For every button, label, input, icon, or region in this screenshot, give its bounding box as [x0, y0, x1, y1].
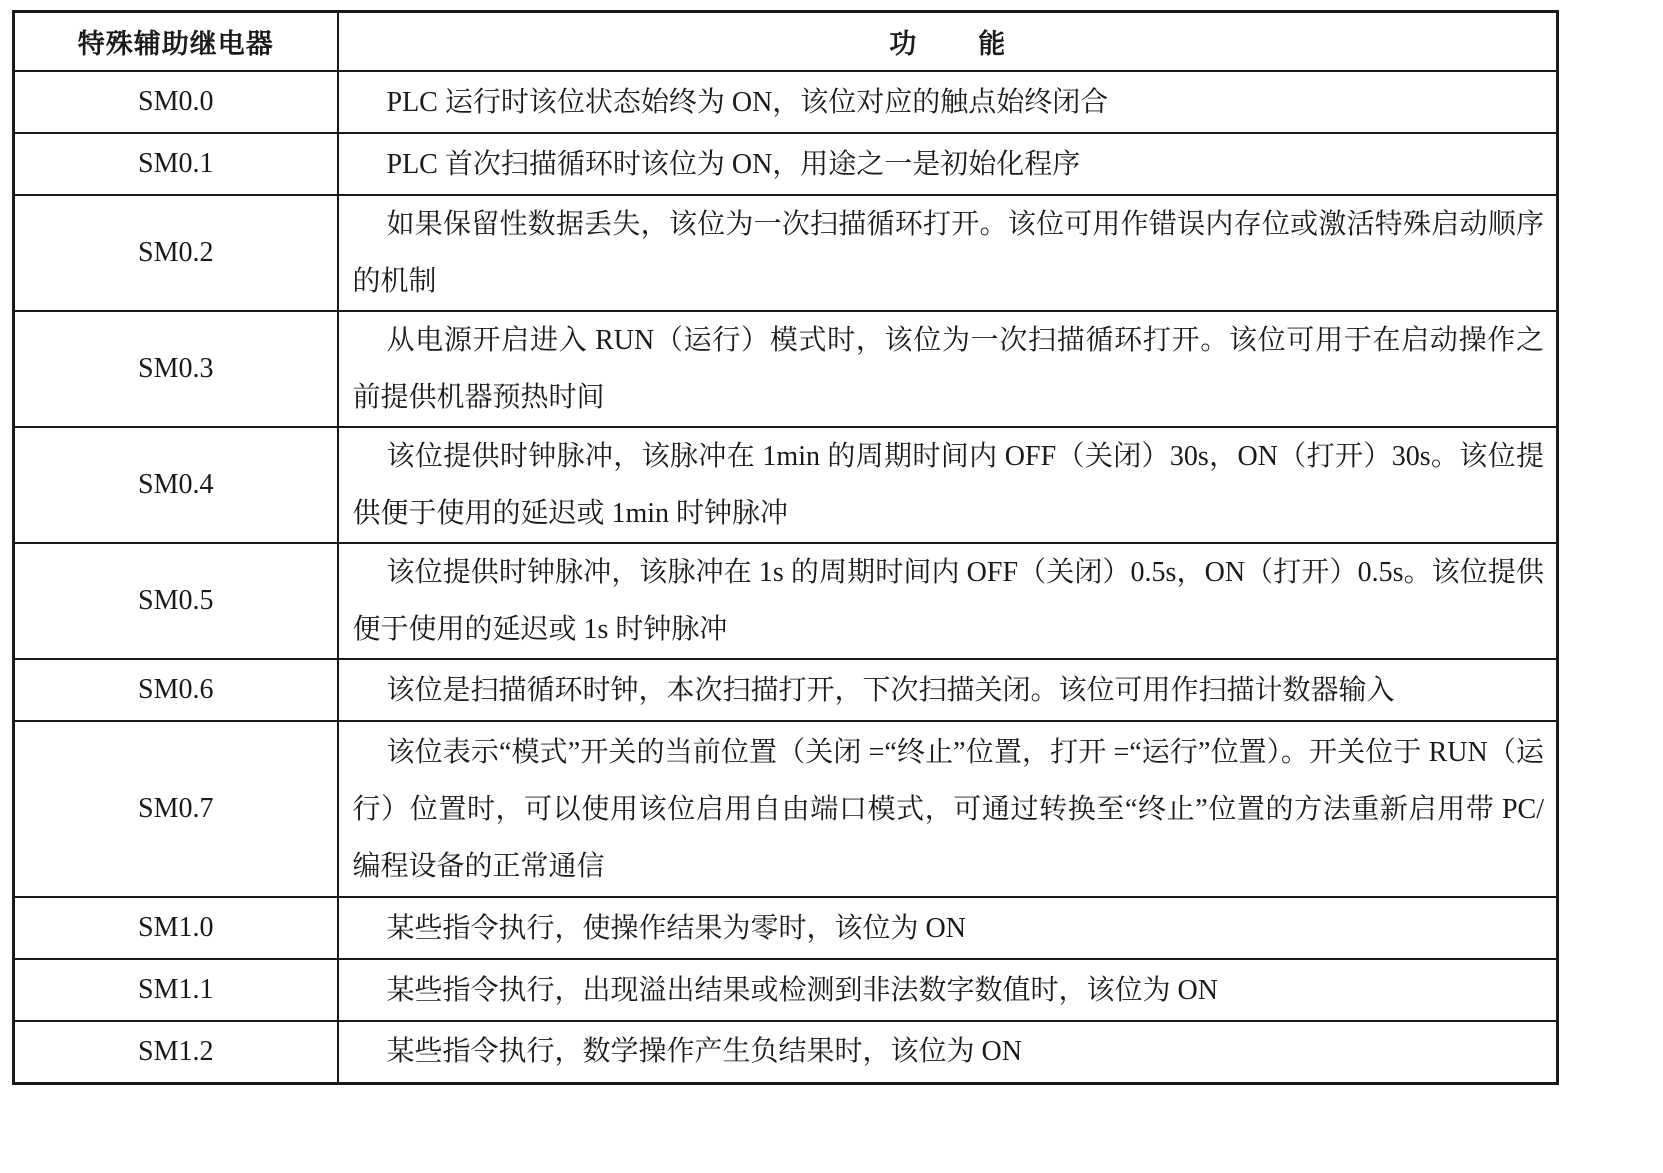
- relay-function: PLC 运行时该位状态始终为 ON，该位对应的触点始终闭合: [338, 71, 1558, 133]
- table-row: [14, 1021, 1558, 1083]
- relay-function: 如果保留性数据丢失，该位为一次扫描循环打开。该位可用作错误内存位或激活特殊启动顺序的机制: [338, 195, 1558, 311]
- table-row: [14, 71, 1558, 133]
- table-row: [14, 897, 1558, 959]
- relay-function: 某些指令执行，出现溢出结果或检测到非法数字数值时，该位为 ON: [338, 959, 1558, 1021]
- relay-code: SM0.6: [14, 659, 338, 721]
- header-function: 功能: [338, 12, 1558, 72]
- relay-code: SM0.0: [14, 71, 338, 133]
- table-header: [14, 12, 1558, 72]
- table-row: [14, 721, 1558, 897]
- relay-function: 某些指令执行，数学操作产生负结果时，该位为 ON: [338, 1021, 1558, 1083]
- table-row: [14, 195, 1558, 311]
- table-row: [14, 959, 1558, 1021]
- relay-code: SM0.2: [14, 195, 338, 311]
- relay-function: 该位是扫描循环时钟，本次扫描打开，下次扫描关闭。该位可用作扫描计数器输入: [338, 659, 1558, 721]
- table-row: [14, 543, 1558, 659]
- relay-code: SM0.4: [14, 427, 338, 543]
- table-body: [14, 71, 1558, 1083]
- header-relay: 特殊辅助继电器: [14, 12, 338, 72]
- header-row: [14, 12, 1558, 72]
- relay-function: 某些指令执行，使操作结果为零时，该位为 ON: [338, 897, 1558, 959]
- relay-function: 该位提供时钟脉冲，该脉冲在 1min 的周期时间内 OFF（关闭）30s，ON（打开）30s。该位提供便于使用的延迟或 1min 时钟脉冲: [338, 427, 1558, 543]
- relay-code: SM0.1: [14, 133, 338, 195]
- relay-function: 从电源开启进入 RUN（运行）模式时，该位为一次扫描循环打开。该位可用于在启动操作之前提供机器预热时间: [338, 311, 1558, 427]
- relay-function: 该位提供时钟脉冲，该脉冲在 1s 的周期时间内 OFF（关闭）0.5s，ON（打开）0.5s。该位提供便于使用的延迟或 1s 时钟脉冲: [338, 543, 1558, 659]
- table-row: [14, 133, 1558, 195]
- table-row: [14, 659, 1558, 721]
- relay-code: SM1.2: [14, 1021, 338, 1083]
- relay-code: SM0.3: [14, 311, 338, 427]
- relay-code: SM1.1: [14, 959, 338, 1021]
- table-row: [14, 311, 1558, 427]
- relay-function: 该位表示“模式”开关的当前位置（关闭 =“终止”位置，打开 =“运行”位置）。开关位于 RUN（运行）位置时，可以使用该位启用自由端口模式，可通过转换至“终止”位置的方法重新启用带 PC/ 编程设备的正常通信: [338, 721, 1558, 897]
- special-relay-table: [12, 10, 1559, 1085]
- table-row: [14, 427, 1558, 543]
- relay-code: SM0.5: [14, 543, 338, 659]
- relay-code: SM0.7: [14, 721, 338, 897]
- relay-function: PLC 首次扫描循环时该位为 ON，用途之一是初始化程序: [338, 133, 1558, 195]
- relay-code: SM1.0: [14, 897, 338, 959]
